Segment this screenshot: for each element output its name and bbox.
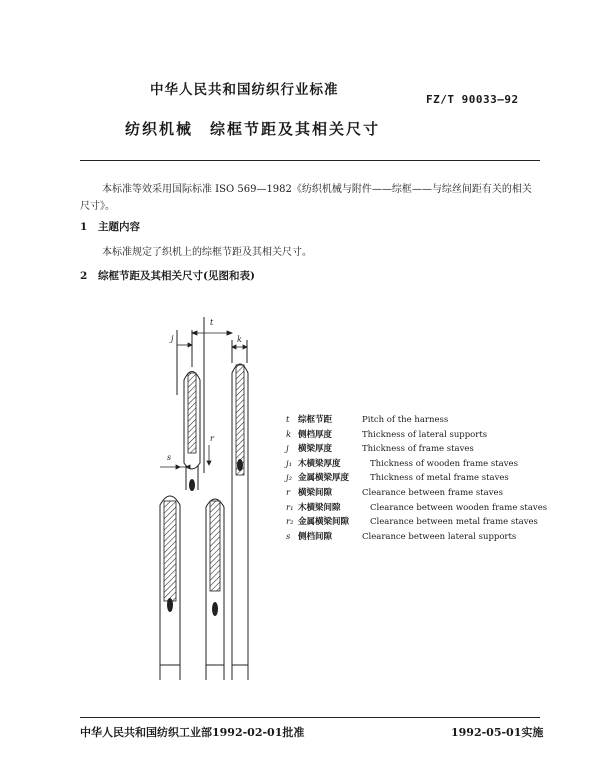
legend-zh: 木横梁厚度 (298, 458, 341, 469)
issuing-organization: 中华人民共和国纺织行业标准 (150, 82, 339, 98)
heald-frame-figure (140, 305, 285, 685)
legend-row (286, 486, 547, 501)
section-title: 主题内容 (98, 221, 140, 233)
section-2-heading (80, 268, 255, 283)
legend-en: Thickness of wooden frame staves (370, 458, 518, 469)
legend-en: Thickness of lateral supports (362, 429, 488, 440)
dim-label-r: r (210, 434, 214, 443)
legend-zh: 金属横梁厚度 (298, 473, 350, 484)
legend-row (286, 530, 547, 545)
intro-paragraph: 本标准等效采用国际标准 ISO 569—1982《纺织机械与附件——综框——与综丝间距有关的相关尺寸》。 (80, 184, 532, 212)
standard-code: FZ/T 90033—92 (426, 93, 519, 106)
legend-en: Clearance between metal frame staves (370, 517, 538, 528)
legend-symbol: j₂ (286, 473, 293, 484)
legend-zh: 侧档间隙 (298, 531, 333, 542)
legend-zh: 横梁间隙 (298, 487, 333, 498)
section-number: 1 (80, 221, 88, 233)
legend-zh: 侧档厚度 (298, 429, 333, 440)
legend-row (286, 501, 547, 516)
legend-symbol: r₂ (286, 517, 294, 528)
section-1-body: 本标准规定了织机上的综框节距及其相关尺寸。 (102, 247, 312, 258)
legend-zh: 金属横梁间隙 (298, 517, 350, 528)
legend-row (286, 428, 547, 443)
legend-en: Thickness of frame staves (362, 444, 474, 455)
legend-row (286, 515, 547, 530)
effective-date: 1992-05-01实施 (451, 726, 544, 739)
legend-en: Pitch of the harness (362, 415, 449, 425)
legend-row (286, 471, 547, 486)
legend-en: Clearance between frame staves (362, 487, 503, 498)
dim-label-t: t (210, 318, 214, 327)
dim-label-k: k (237, 335, 242, 344)
footer-rule (80, 717, 540, 718)
header-rule (80, 160, 540, 161)
approval-line: 中华人民共和国纺织工业部1992-02-01批准 (80, 726, 305, 739)
legend-symbol: s (286, 531, 291, 542)
legend-symbol: j (286, 444, 289, 455)
legend-symbol: r (286, 487, 291, 498)
document-title: 纺织机械 综框节距及其相关尺寸 (125, 120, 381, 138)
symbol-legend (286, 413, 547, 544)
section-1-heading (80, 219, 140, 234)
legend-row (286, 413, 547, 428)
legend-en: Thickness of metal frame staves (370, 473, 509, 484)
legend-row (286, 442, 547, 457)
legend-symbol: k (286, 429, 292, 440)
legend-zh: 综框节距 (298, 415, 333, 425)
legend-zh: 横梁厚度 (298, 444, 333, 455)
section-title: 综框节距及其相关尺寸(见图和表) (98, 270, 255, 282)
legend-zh: 木横梁间隙 (298, 502, 341, 513)
legend-symbol: t (286, 415, 290, 425)
legend-symbol: j₁ (286, 458, 293, 469)
dim-label-s: s (167, 453, 172, 462)
legend-en: Clearance between wooden frame staves (370, 502, 548, 513)
legend-row (286, 457, 547, 472)
legend-symbol: r₁ (286, 502, 294, 513)
section-number: 2 (80, 270, 88, 282)
legend-en: Clearance between lateral supports (362, 531, 517, 542)
dim-label-j: j (171, 334, 174, 343)
